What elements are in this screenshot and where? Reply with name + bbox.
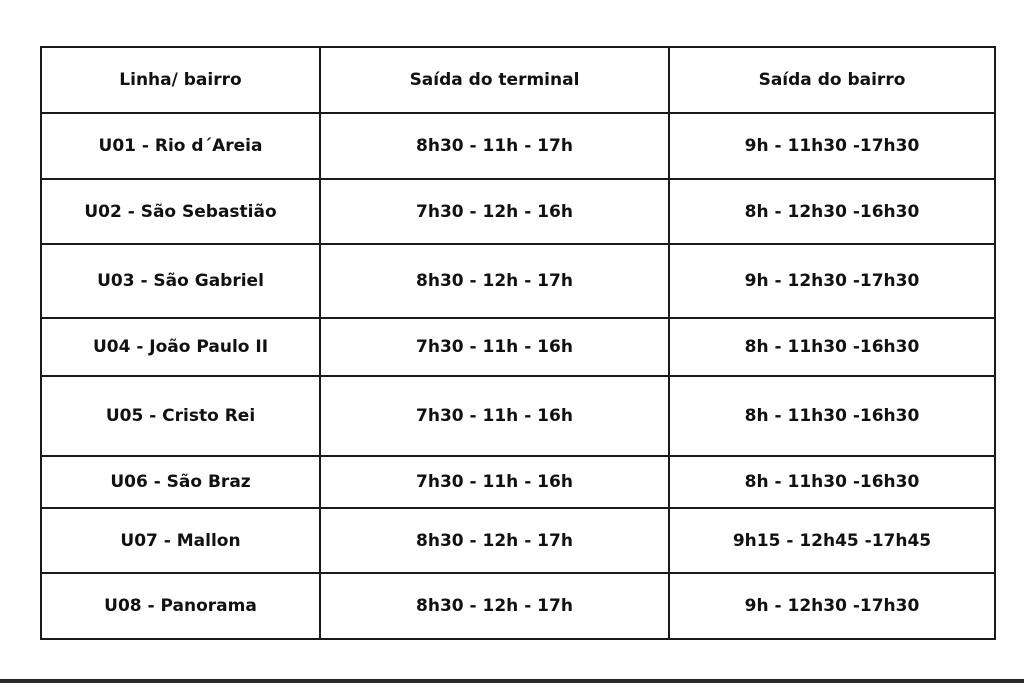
table-row bbox=[41, 508, 995, 573]
cell-linha: U04 - João Paulo II bbox=[41, 318, 320, 376]
cell-bairro: 8h - 12h30 -16h30 bbox=[669, 179, 995, 244]
cell-linha: U03 - São Gabriel bbox=[41, 244, 320, 318]
table-row bbox=[41, 456, 995, 508]
header-saida-terminal: Saída do terminal bbox=[320, 47, 669, 113]
cell-linha: U08 - Panorama bbox=[41, 573, 320, 639]
cell-bairro: 8h - 11h30 -16h30 bbox=[669, 376, 995, 456]
header-saida-bairro: Saída do bairro bbox=[669, 47, 995, 113]
cell-linha: U06 - São Braz bbox=[41, 456, 320, 508]
cell-terminal: 8h30 - 11h - 17h bbox=[320, 113, 669, 179]
bottom-divider bbox=[0, 679, 1024, 683]
table-row bbox=[41, 376, 995, 456]
cell-linha: U07 - Mallon bbox=[41, 508, 320, 573]
cell-terminal: 8h30 - 12h - 17h bbox=[320, 508, 669, 573]
header-linha-bairro: Linha/ bairro bbox=[41, 47, 320, 113]
cell-terminal: 8h30 - 12h - 17h bbox=[320, 573, 669, 639]
table-row bbox=[41, 573, 995, 639]
cell-linha: U05 - Cristo Rei bbox=[41, 376, 320, 456]
table-header-row bbox=[41, 47, 995, 113]
bus-schedule-table bbox=[40, 46, 996, 640]
cell-terminal: 7h30 - 12h - 16h bbox=[320, 179, 669, 244]
cell-bairro: 8h - 11h30 -16h30 bbox=[669, 456, 995, 508]
cell-linha: U01 - Rio d´Areia bbox=[41, 113, 320, 179]
cell-bairro: 8h - 11h30 -16h30 bbox=[669, 318, 995, 376]
cell-terminal: 7h30 - 11h - 16h bbox=[320, 376, 669, 456]
cell-terminal: 8h30 - 12h - 17h bbox=[320, 244, 669, 318]
table-row bbox=[41, 318, 995, 376]
cell-bairro: 9h - 11h30 -17h30 bbox=[669, 113, 995, 179]
cell-linha: U02 - São Sebastião bbox=[41, 179, 320, 244]
table-row bbox=[41, 179, 995, 244]
cell-terminal: 7h30 - 11h - 16h bbox=[320, 456, 669, 508]
cell-bairro: 9h - 12h30 -17h30 bbox=[669, 244, 995, 318]
table-row bbox=[41, 113, 995, 179]
table-row bbox=[41, 244, 995, 318]
cell-terminal: 7h30 - 11h - 16h bbox=[320, 318, 669, 376]
cell-bairro: 9h15 - 12h45 -17h45 bbox=[669, 508, 995, 573]
cell-bairro: 9h - 12h30 -17h30 bbox=[669, 573, 995, 639]
